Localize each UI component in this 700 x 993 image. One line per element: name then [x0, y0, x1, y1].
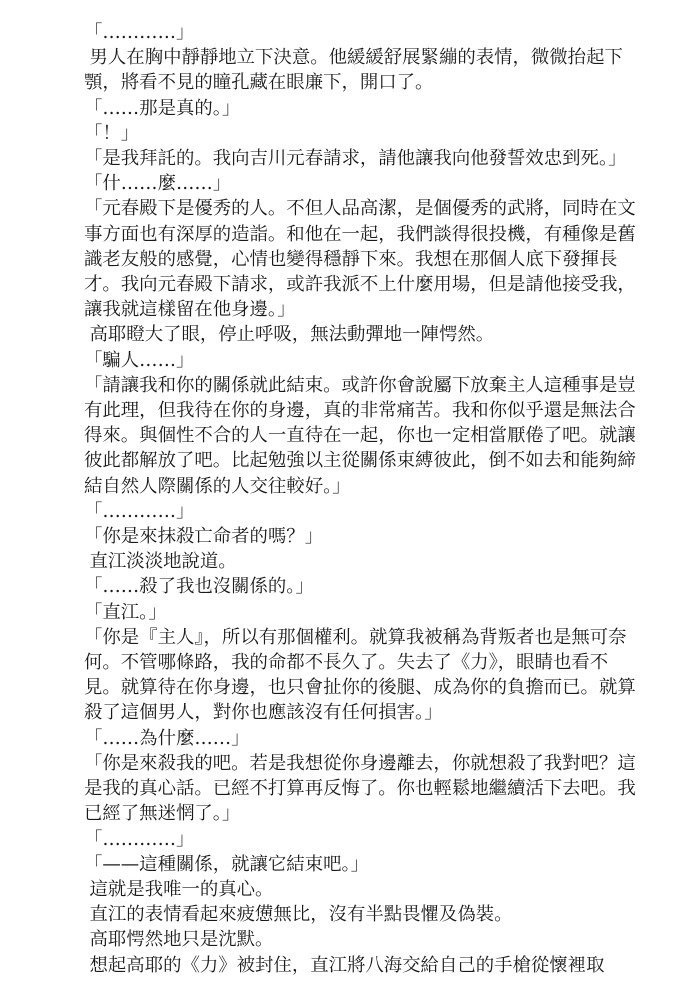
paragraph-narration: 想起高耶的《力》被封住，直江將八海交給自己的手槍從懷裡取 [89, 954, 605, 976]
paragraph-dialogue: 「……殺了我也沒關係的。」 [84, 576, 314, 598]
paragraph-dialogue: 「——這種關係，就讓它結束吧。」 [84, 853, 370, 875]
paragraph-narration: 這就是我唯一的真心。 [89, 878, 274, 900]
paragraph-dialogue: 「……那是真的。」 [84, 97, 241, 119]
text-page [84, 20, 644, 978]
paragraph-dialogue: 「元春殿下是優秀的人。不但人品高潔，是個優秀的武將，同時在文事方面也有深厚的造詣。和他在一起，我們談得很投機，有種像是舊識老友般的感覺，心情也變得穩靜下來。我想在那個人底下發揮長才。我向元春殿下請求，或許我派不上什麼用場，但是請他接受我，讓我就這樣留在他身邊。」 [84, 198, 636, 321]
paragraph-dialogue: 「請讓我和你的關係就此結束。或許你會說屬下放棄主人這種事是豈有此理，但我待在你的身邊，真的非常痛苦。我和你似乎還是無法合得來。與個性不合的人一直待在一起，你也一定相當厭倦了吧。就讓彼此都解放了吧。比起勉強以主從關係束縛彼此，倒不如去和能夠締結自然人際關係的人交往較好。」 [84, 374, 636, 497]
paragraph-dialogue: 「…………」 [84, 22, 195, 43]
paragraph-dialogue: 「什……麼……」 [84, 173, 232, 195]
paragraph-dialogue: 「是我拜託的。我向吉川元春請求，請他讓我向他發誓效忠到死。」 [84, 148, 627, 170]
paragraph-narration: 直江的表情看起來疲憊無比，沒有半點畏懼及偽裝。 [89, 904, 513, 926]
paragraph-dialogue: 「……為什麼……」 [84, 727, 250, 749]
paragraph-dialogue: 「你是來抹殺亡命者的嗎？」 [84, 526, 324, 548]
paragraph-narration: 高耶愕然地只是沈默。 [89, 929, 274, 951]
paragraph-narration: 高耶瞪大了眼，停止呼吸，無法動彈地一陣愕然。 [89, 324, 495, 346]
paragraph-dialogue: 「你是來殺我的吧。若是我想從你身邊離去，你就想殺了我對吧？這是我的真心話。已經不打算再反悔了。你也輕鬆地繼續活下去吧。我已經了無迷惘了。」 [84, 752, 636, 825]
paragraph-dialogue: 「！」 [84, 122, 140, 144]
paragraph-dialogue: 「你是『主人』，所以有那個權利。就算我被稱為背叛者也是無可奈何。不管哪條路，我的命都不長久了。失去了《力》，眼睛也看不見。就算待在你身邊，也只會扯你的後腿、成為你的負擔而已。就算殺了這個男人，對你也應該沒有任何損害。」 [84, 626, 636, 724]
paragraph-narration: 男人在胸中靜靜地立下決意。他緩緩舒展緊繃的表情，微微抬起下顎，將看不見的瞳孔藏在眼廉下，開口了。 [84, 47, 623, 94]
paragraph-dialogue: 「騙人……」 [84, 349, 195, 371]
paragraph-narration: 直江淡淡地說道。 [89, 551, 237, 573]
paragraph-dialogue: 「…………」 [84, 500, 195, 522]
paragraph-dialogue: 「直江。」 [84, 601, 167, 623]
paragraph-dialogue: 「…………」 [84, 828, 195, 850]
